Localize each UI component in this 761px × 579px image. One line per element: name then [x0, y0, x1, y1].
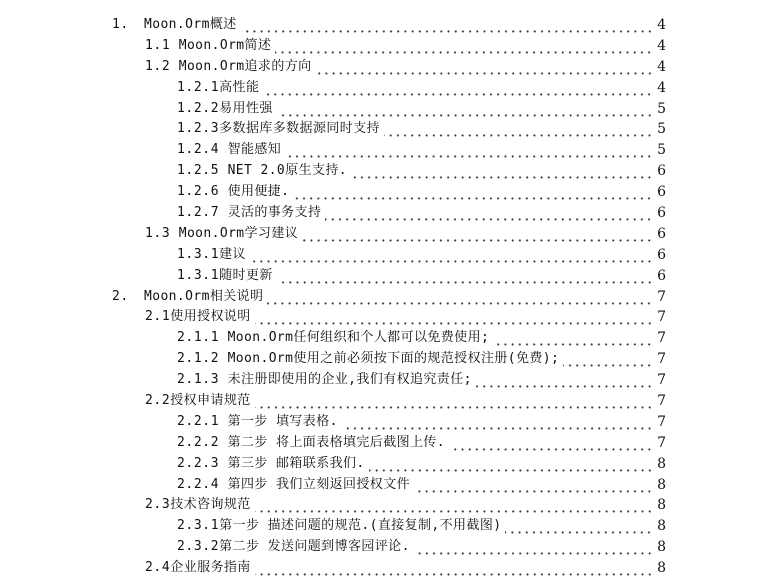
- toc-entry-page-number: 6: [657, 225, 666, 242]
- toc-entry[interactable]: [0, 182, 761, 203]
- toc-entry-number: 2.1: [145, 309, 171, 325]
- toc-entry[interactable]: [0, 15, 761, 36]
- toc-entry-title: 易用性强: [219, 100, 273, 116]
- toc-entry-page-number: 4: [657, 79, 666, 96]
- dot-leader: [241, 15, 653, 36]
- toc-entry[interactable]: [0, 537, 761, 558]
- dot-leader: [277, 99, 653, 120]
- toc-entry-page-number: 8: [657, 455, 666, 472]
- toc-entry-number: 1.3.1: [177, 246, 220, 262]
- toc-entry[interactable]: [0, 203, 761, 224]
- toc-entry-title: Moon.Orm使用之前必须按下面的规范授权注册(免费);: [227, 351, 560, 367]
- toc-entry[interactable]: [0, 57, 761, 78]
- dot-leader: [277, 266, 653, 287]
- toc-entry-number: 1.2.3: [177, 121, 220, 137]
- toc-entry-title: 使用授权说明: [170, 309, 251, 325]
- toc-entry-title: Moon.Orm相关说明: [144, 288, 264, 304]
- toc-entry[interactable]: [0, 99, 761, 120]
- toc-entry-title: Moon.Orm追求的方向: [178, 58, 312, 74]
- toc-entry-title: 第四步 我们立刻返回授权文件: [227, 476, 410, 492]
- toc-entry-number: 1.3: [145, 225, 179, 241]
- toc-entry[interactable]: [0, 475, 761, 496]
- toc-entry-page-number: 6: [657, 246, 666, 263]
- toc-entry[interactable]: [0, 412, 761, 433]
- toc-entry-title: 灵活的事务支持: [227, 205, 322, 221]
- toc-entry-title: 第一步 描述问题的规范.(直接复制,不用截图): [219, 518, 502, 534]
- toc-entry-title: 未注册即使用的企业,我们有权追究责任;: [227, 372, 472, 388]
- toc-entry-number: 2.: [112, 288, 129, 304]
- dot-leader: [384, 119, 653, 140]
- toc-entry-title: 多数据库多数据源同时支持: [219, 121, 380, 137]
- dot-leader: [255, 495, 653, 516]
- dot-leader: [563, 349, 653, 370]
- toc-entry[interactable]: [0, 516, 761, 537]
- toc-entry-title: 技术咨询规范: [170, 497, 251, 513]
- toc-entry-page-number: 6: [657, 184, 666, 201]
- toc-entry-title: NET 2.0原生支持.: [227, 163, 347, 179]
- toc-entry[interactable]: [0, 328, 761, 349]
- toc-entry-page-number: 7: [657, 434, 666, 451]
- toc-entry-title: 使用便捷.: [227, 184, 290, 200]
- toc-entry-page-number: 4: [657, 17, 666, 33]
- toc-entry-number: 2.2.1: [177, 413, 228, 429]
- toc-entry[interactable]: [0, 78, 761, 99]
- toc-entry-number: 1.2.6: [177, 184, 228, 200]
- toc-entry-page-number: 7: [657, 288, 666, 305]
- toc-entry-title: Moon.Orm简述: [178, 37, 272, 53]
- toc-entry-number: 2.3.2: [177, 539, 220, 555]
- toc-entry-title: 第二步 发送问题到博客园评论.: [219, 539, 410, 555]
- toc-entry-page-number: 6: [657, 205, 666, 222]
- toc-entry[interactable]: [0, 161, 761, 182]
- toc-entry-number: 2.2.2: [177, 434, 228, 450]
- dot-leader: [414, 537, 653, 558]
- toc-entry-title: 智能感知: [227, 142, 282, 158]
- toc-entry-page-number: 7: [657, 309, 666, 326]
- toc-entry-page-number: 5: [657, 121, 666, 138]
- toc-entry-title: Moon.Orm概述: [144, 17, 237, 32]
- dot-leader: [351, 161, 653, 182]
- dot-leader: [414, 475, 653, 496]
- toc-entry[interactable]: [0, 36, 761, 57]
- toc-entry-number: 1.2.1: [177, 79, 220, 95]
- toc-entry-title: 第三步 邮箱联系我们.: [227, 455, 365, 471]
- toc-entry-page-number: 4: [657, 37, 666, 54]
- dot-leader: [493, 328, 653, 349]
- toc-entry-page-number: 4: [657, 58, 666, 75]
- toc-entry-page-number: 8: [657, 518, 666, 535]
- toc-entry-number: 2.3.1: [177, 518, 220, 534]
- toc-entry-title: 授权申请规范: [170, 393, 251, 409]
- toc-entry-title: Moon.Orm学习建议: [178, 225, 299, 241]
- toc-entry-page-number: 8: [657, 560, 666, 577]
- toc-entry-number: 1.: [112, 17, 129, 32]
- toc-entry-number: 1.2.2: [177, 100, 220, 116]
- toc-entry-title: 建议: [219, 246, 246, 262]
- toc-entry[interactable]: [0, 558, 761, 579]
- toc-entry-title: Moon.Orm任何组织和个人都可以免费使用;: [227, 330, 490, 346]
- dot-leader: [293, 182, 653, 203]
- dot-leader: [302, 224, 653, 245]
- toc-entry[interactable]: [0, 370, 761, 391]
- dot-leader: [505, 516, 653, 537]
- toc-entry-number: 2.1.3: [177, 372, 228, 388]
- toc-entry-number: 1.2.7: [177, 205, 228, 221]
- toc-entry[interactable]: [0, 391, 761, 412]
- toc-entry-page-number: 8: [657, 497, 666, 514]
- toc-entry-page-number: 6: [657, 267, 666, 284]
- toc-entry-number: 2.3: [145, 497, 171, 513]
- toc-entry-number: 1.2: [145, 58, 179, 74]
- toc-entry-title: 高性能: [219, 79, 260, 95]
- dot-leader: [255, 391, 653, 412]
- dot-leader: [449, 433, 653, 454]
- dot-leader: [316, 57, 653, 78]
- toc-entry-number: 2.2.3: [177, 455, 228, 471]
- toc-entry-number: 2.2: [145, 393, 171, 409]
- dot-leader: [476, 370, 653, 391]
- dot-leader: [325, 203, 653, 224]
- toc-entry[interactable]: [0, 287, 761, 308]
- toc-entry-page-number: 5: [657, 142, 666, 159]
- toc-entry[interactable]: [0, 119, 761, 140]
- table-of-contents: [0, 15, 761, 579]
- toc-entry[interactable]: [0, 349, 761, 370]
- toc-entry[interactable]: [0, 495, 761, 516]
- toc-entry-page-number: 7: [657, 330, 666, 347]
- toc-entry[interactable]: [0, 140, 761, 161]
- toc-entry-page-number: 8: [657, 476, 666, 493]
- toc-entry-title: 企业服务指南: [170, 560, 251, 576]
- toc-entry-title: 随时更新: [219, 267, 273, 283]
- toc-entry-number: 2.2.4: [177, 476, 228, 492]
- toc-entry[interactable]: [0, 454, 761, 475]
- toc-entry-number: 1.3.1: [177, 267, 220, 283]
- toc-entry-page-number: 7: [657, 372, 666, 389]
- dot-leader: [250, 245, 653, 266]
- toc-entry-number: 2.1.2: [177, 351, 228, 367]
- dot-leader: [275, 36, 653, 57]
- toc-entry-number: 1.2.5: [177, 163, 228, 179]
- toc-entry-number: 1.1: [145, 37, 179, 53]
- toc-entry-page-number: 6: [657, 163, 666, 180]
- toc-entry-title: 第一步 填写表格.: [227, 413, 338, 429]
- toc-entry[interactable]: [0, 224, 761, 245]
- toc-entry-number: 1.2.4: [177, 142, 228, 158]
- toc-entry-page-number: 7: [657, 413, 666, 430]
- toc-entry-page-number: 7: [657, 393, 666, 410]
- dot-leader: [267, 287, 653, 308]
- toc-entry[interactable]: [0, 433, 761, 454]
- dot-leader: [342, 412, 653, 433]
- toc-entry-page-number: 5: [657, 100, 666, 117]
- toc-entry-page-number: 7: [657, 351, 666, 368]
- toc-entry-number: 2.4: [145, 560, 171, 576]
- dot-leader: [285, 140, 653, 161]
- toc-entry-page-number: 8: [657, 539, 666, 556]
- dot-leader: [263, 78, 653, 99]
- toc-entry[interactable]: [0, 266, 761, 287]
- dot-leader: [255, 558, 653, 579]
- toc-entry[interactable]: [0, 307, 761, 328]
- toc-entry-title: 第二步 将上面表格填完后截图上传.: [227, 434, 446, 450]
- dot-leader: [369, 454, 653, 475]
- dot-leader: [255, 307, 653, 328]
- toc-entry[interactable]: [0, 245, 761, 266]
- toc-entry-number: 2.1.1: [177, 330, 228, 346]
